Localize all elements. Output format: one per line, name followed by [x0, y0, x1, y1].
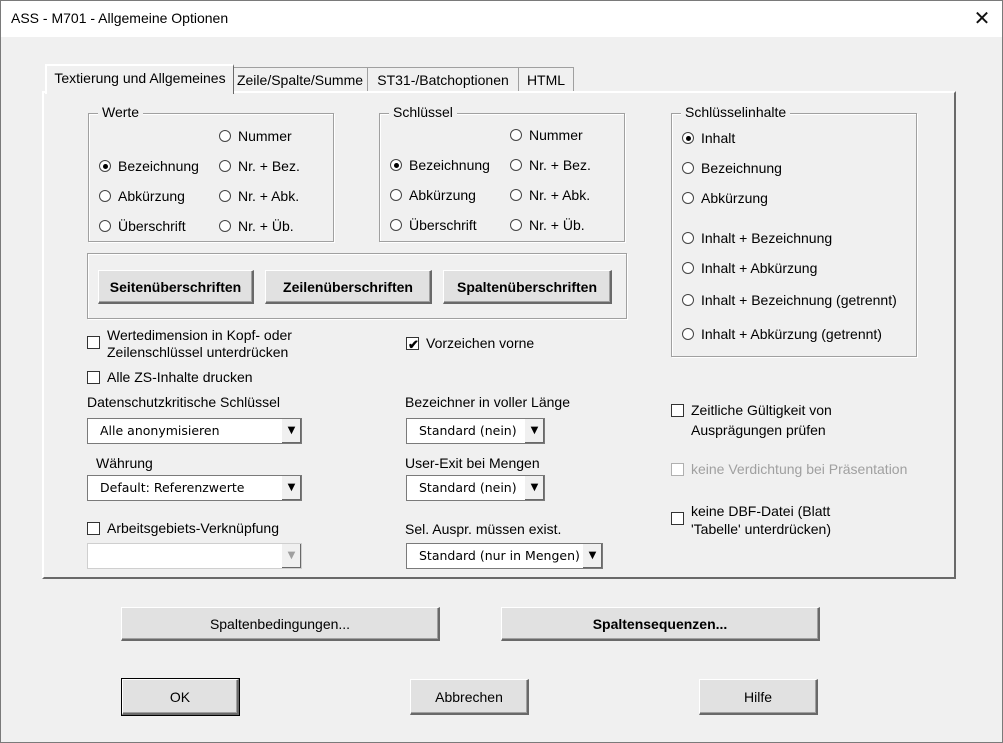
tab-zeile-spalte-summe[interactable]: [232, 67, 368, 92]
checkbox-icon: [671, 404, 684, 417]
radio-selected-icon: [390, 159, 402, 171]
checkbox-label: keine Verdichtung bei Präsentation: [691, 461, 908, 477]
radio-icon: [510, 129, 522, 141]
radio-label: Nummer: [529, 127, 583, 143]
chevron-down-icon[interactable]: ▼: [582, 544, 602, 568]
checkbox-icon: [671, 463, 684, 476]
tab-label: ST31-/Batchoptionen: [377, 72, 509, 88]
radio-icon: [510, 159, 522, 171]
radio-label: Inhalt + Abkürzung (getrennt): [701, 326, 882, 342]
chevron-down-icon[interactable]: ▼: [524, 476, 544, 500]
close-icon[interactable]: ✕: [973, 8, 991, 30]
spaltenueberschriften-button[interactable]: Spaltenüberschriften: [443, 270, 612, 304]
radio-label: Nr. + Bez.: [238, 158, 300, 174]
hilfe-button[interactable]: Hilfe: [699, 679, 818, 715]
schluesselinhalte-legend: Schlüsselinhalte: [681, 104, 790, 120]
checkbox-icon: [87, 522, 100, 535]
radio-icon: [219, 160, 231, 172]
radio-label: Bezeichnung: [701, 160, 782, 176]
chevron-down-icon: ▼: [281, 544, 301, 568]
userexit-label: User-Exit bei Mengen: [405, 455, 540, 471]
chevron-down-icon[interactable]: ▼: [281, 419, 301, 443]
abbrechen-button[interactable]: Abbrechen: [410, 679, 529, 715]
checkbox-label-line1: keine DBF-Datei (Blatt: [691, 503, 831, 519]
radio-icon: [682, 262, 694, 274]
checkbox-label-line2: Ausprägungen prüfen: [691, 422, 826, 438]
waehrung-label: Währung: [96, 455, 153, 471]
arbeitsgebiet-dropdown: [87, 543, 302, 569]
userexit-dropdown[interactable]: [406, 475, 545, 501]
radio-label: Nummer: [238, 128, 292, 144]
bezeichner-dropdown[interactable]: [406, 418, 545, 444]
checkbox-label-line2: Zeilenschlüssel unterdrücken: [107, 344, 289, 360]
zeilenueberschriften-button[interactable]: Zeilenüberschriften: [265, 270, 432, 304]
datenschutz-dropdown[interactable]: [87, 418, 302, 444]
radio-icon: [219, 190, 231, 202]
chevron-down-icon[interactable]: ▼: [524, 419, 544, 443]
radio-icon: [510, 189, 522, 201]
radio-label: Abkürzung: [701, 190, 768, 206]
dropdown-value: Default: Referenzwerte: [100, 480, 245, 495]
radio-label: Bezeichnung: [118, 158, 199, 174]
checkbox-label-line2: 'Tabelle' unterdrücken): [691, 521, 831, 537]
radio-icon: [682, 162, 694, 174]
tab-st31-batchoptionen[interactable]: [367, 67, 519, 92]
ok-button[interactable]: OK: [122, 679, 239, 715]
radio-label: Inhalt + Bezeichnung: [701, 230, 833, 246]
radio-icon: [682, 192, 694, 204]
tab-label: Textierung und Allgemeines: [54, 70, 226, 86]
checkbox-label: Vorzeichen vorne: [426, 335, 535, 351]
radio-label: Inhalt + Bezeichnung (getrennt): [701, 292, 897, 308]
dropdown-value: Standard (nur in Mengen): [419, 548, 580, 563]
spaltenbedingungen-button[interactable]: Spaltenbedingungen...: [121, 607, 440, 641]
tab-textierung[interactable]: [45, 64, 234, 94]
title-bar: [1, 1, 1002, 37]
radio-icon: [99, 190, 111, 202]
checkbox-icon: [87, 371, 100, 384]
radio-icon: [99, 220, 111, 232]
checkbox-label-line1: Zeitliche Gültigkeit von: [691, 402, 832, 418]
radio-icon: [219, 130, 231, 142]
checkbox-label-line1: Wertedimension in Kopf- oder: [107, 327, 292, 343]
chevron-down-icon[interactable]: ▼: [281, 476, 301, 500]
bezeichner-label: Bezeichner in voller Länge: [405, 394, 570, 410]
radio-selected-icon: [682, 132, 694, 144]
checkbox-label: Arbeitsgebiets-Verknüpfung: [107, 520, 279, 536]
radio-label: Bezeichnung: [409, 157, 490, 173]
checkbox-checked-icon: [406, 337, 419, 350]
dropdown-value: Standard (nein): [419, 480, 517, 495]
radio-label: Überschrift: [409, 217, 477, 233]
radio-icon: [682, 328, 694, 340]
schluessel-legend: Schlüssel: [389, 104, 457, 120]
window-title: ASS - M701 - Allgemeine Optionen: [11, 10, 229, 26]
auspr-label: Sel. Auspr. müssen exist.: [405, 521, 562, 537]
radio-icon: [510, 219, 522, 231]
radio-label: Nr. + Üb.: [238, 218, 294, 234]
radio-label: Abkürzung: [118, 188, 185, 204]
radio-label: Nr. + Bez.: [529, 157, 591, 173]
dropdown-value: Standard (nein): [419, 423, 517, 438]
radio-icon: [682, 294, 694, 306]
radio-selected-icon: [99, 160, 111, 172]
dropdown-value: Alle anonymisieren: [100, 423, 220, 438]
tab-html[interactable]: [518, 67, 574, 92]
checkmark-icon: ✔: [408, 337, 419, 352]
radio-icon: [390, 219, 402, 231]
radio-label: Überschrift: [118, 218, 186, 234]
radio-icon: [390, 189, 402, 201]
seitenueberschriften-button[interactable]: Seitenüberschriften: [98, 270, 254, 304]
auspr-dropdown[interactable]: [406, 543, 603, 569]
checkbox-label: Alle ZS-Inhalte drucken: [107, 369, 253, 385]
radio-label: Inhalt + Abkürzung: [701, 260, 818, 276]
werte-legend: Werte: [98, 104, 143, 120]
radio-label: Nr. + Üb.: [529, 217, 585, 233]
tab-label: HTML: [526, 72, 566, 88]
radio-label: Nr. + Abk.: [529, 187, 591, 203]
checkbox-icon: [87, 336, 100, 349]
radio-icon: [682, 232, 694, 244]
radio-label: Nr. + Abk.: [238, 188, 300, 204]
checkbox-icon: [671, 512, 684, 525]
waehrung-dropdown[interactable]: [87, 475, 302, 501]
radio-label: Abkürzung: [409, 187, 476, 203]
datenschutz-label: Datenschutzkritische Schlüssel: [87, 394, 280, 410]
tab-label: Zeile/Spalte/Summe: [236, 72, 364, 88]
radio-label: Inhalt: [701, 130, 736, 146]
spaltensequenzen-button[interactable]: Spaltensequenzen...: [501, 607, 820, 641]
radio-icon: [219, 220, 231, 232]
